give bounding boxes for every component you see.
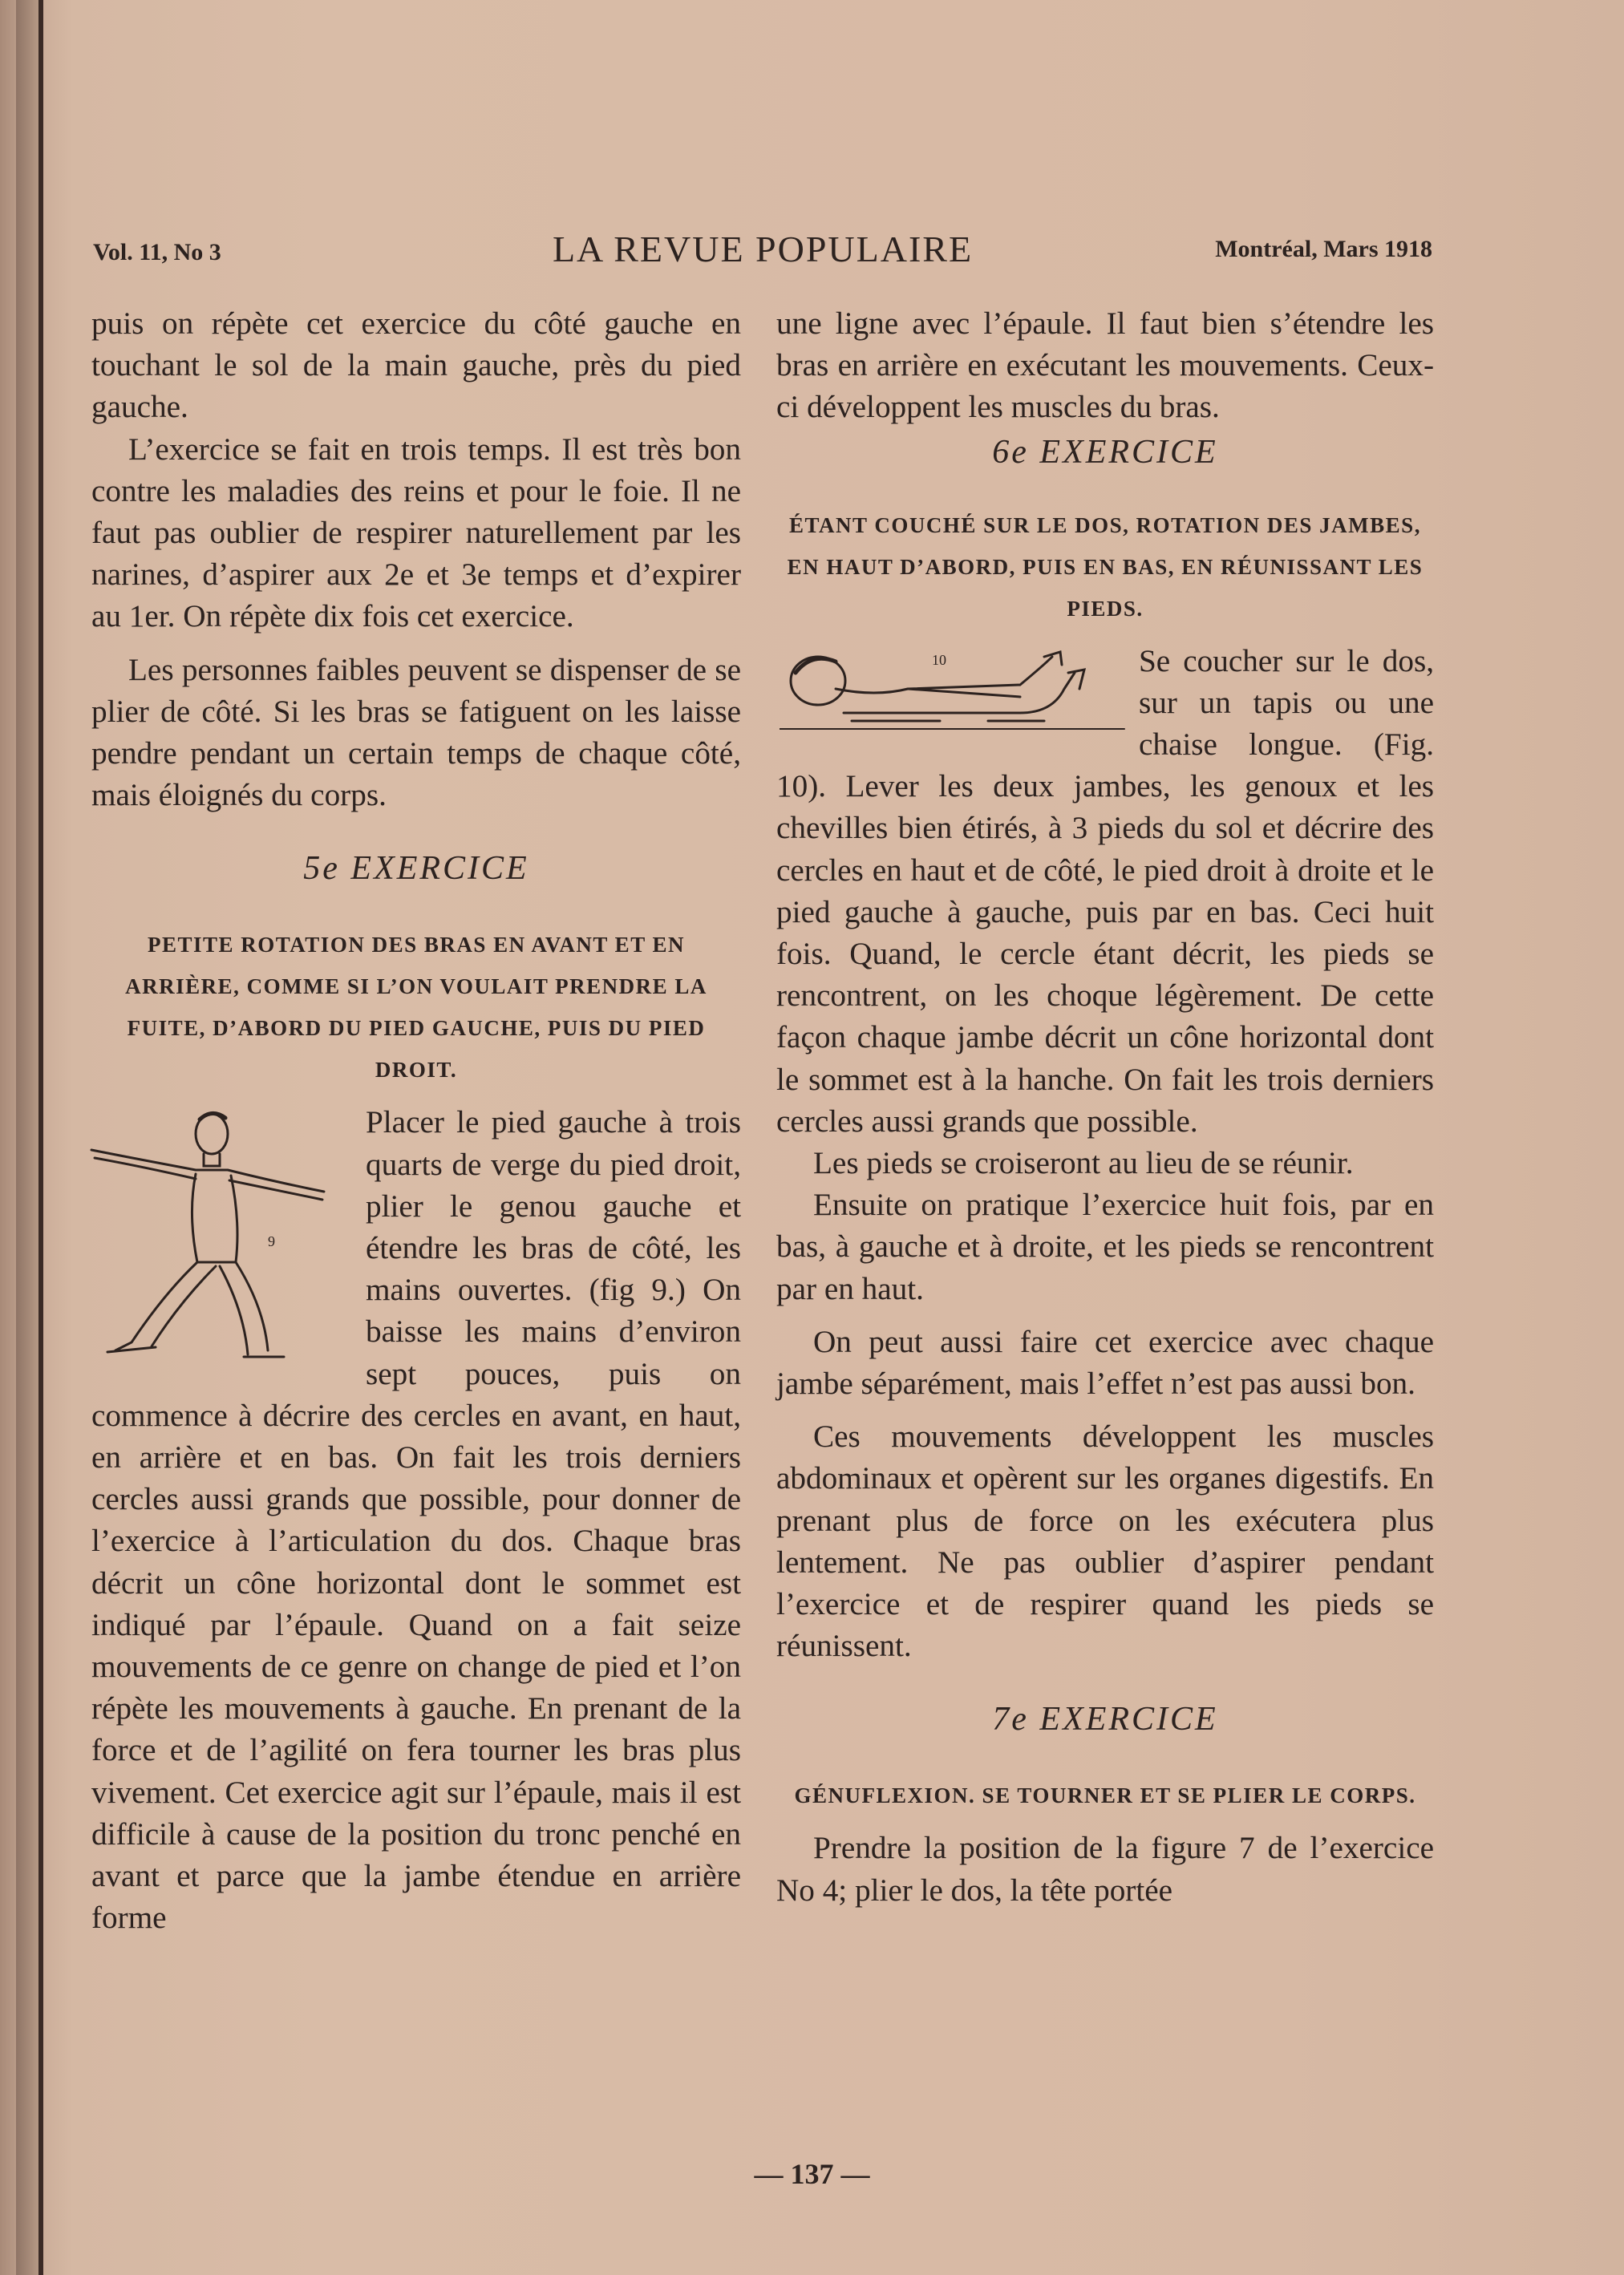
- paragraph: puis on répète cet exercice du côté gauche en touchant le sol de la main gauche, près du pied gauche.: [91, 306, 741, 425]
- standing-man-drawing: [83, 1102, 356, 1366]
- figure-torso: [192, 1174, 237, 1262]
- binding-edge: [38, 0, 43, 2275]
- figure-9-label: 9: [268, 1233, 275, 1250]
- paragraph: Placer le pied gauche à trois quarts de verge du pied droit, plier le genou gauche et étendre les bras de côté, les mains ouvertes. (fig 9.) On baisse les mains d’environ sept pouces, puis on commence à décrire des cercles en avant, en haut, en arrière et en bas. On fait les trois derniers cercles aussi grands que possible, pour donner de l’exercice à l’articulation du dos. Chaque bras décrit un cône horizontal dont le sommet est indiqué par l’épaule. Quand on a fait seize mouvements de ce genre on change de pied et l’on répète les mouvements à gauche. En prenant de la force et de l’agilité on fera tourner les bras plus vivement. Cet exercice agit sur l’épaule, mais il est difficile à cause de la position du tronc penché en avant et parce que la jambe étendue en arrière forme: [91, 1105, 741, 1936]
- figure-head: [791, 657, 845, 705]
- exercise-7-subtitle: GÉNUFLEXION. SE TOURNER ET SE PLIER LE CORPS.: [794, 1783, 1416, 1808]
- paragraph: Les pieds se croiseront au lieu de se réunir.: [813, 1146, 1354, 1181]
- figure-10-label: 10: [932, 651, 946, 668]
- left-column: [91, 303, 741, 1940]
- binding-shadow: [16, 0, 38, 2275]
- figure-arms: [91, 1150, 324, 1192]
- publication-title: LA REVUE POPULAIRE: [552, 229, 974, 269]
- exercise-6-title: 6e EXERCICE: [992, 433, 1218, 471]
- figure-right-leg: [220, 1266, 248, 1354]
- paragraph: L’exercice se fait en trois temps. Il est très bon contre les maladies des reins et pour le foie. Il ne faut pas oublier de respirer naturellement par les narines, d’aspirer aux 2e et 3e temps et d’expirer au 1er. On répète dix fois cet exercice.: [91, 431, 741, 634]
- page-number: — 137 —: [754, 2158, 870, 2190]
- exercise-5-subtitle: PETITE ROTATION DES BRAS EN AVANT ET EN ARRIÈRE, COMME SI L’ON VOULAIT PRENDRE LA FUITE, D’ABORD DU PIED GAUCHE, PUIS DU PIED DROIT.: [125, 933, 707, 1083]
- dateline: Montréal, Mars 1918: [1215, 236, 1432, 262]
- running-header: [93, 228, 1432, 276]
- exercise-5-title: 5e EXERCICE: [303, 850, 529, 888]
- paragraph: Prendre la position de la figure 7 de l’exercice No 4; plier le dos, la tête portée: [776, 1831, 1434, 1908]
- volume-number: Vol. 11, No 3: [93, 239, 221, 265]
- figure-10-illustration: [780, 641, 1131, 745]
- paragraph: Se coucher sur le dos, sur un tapis ou une chaise longue. (Fig. 10). Lever les deux jambes, les genoux et les chevilles bien étirés, à 3 pieds du sol et décrire des cercles en haut et de côté, le pied droit à droite et le pied gauche à gauche, puis par en bas. Ceci huit fois. Quand, le cercle étant décrit, les pieds se rencontrent, on les choque légèrement. De cette façon chaque jambe décrit un cône horizontal dont le sommet est à la hanche. On fait les trois derniers cercles aussi grands que possible.: [776, 643, 1434, 1139]
- exercise-6-subtitle: ÉTANT COUCHÉ SUR LE DOS, ROTATION DES JAMBES, EN HAUT D’ABORD, PUIS EN BAS, EN RÉUNISSANT LES PIEDS.: [787, 512, 1424, 621]
- paragraph: On peut aussi faire cet exercice avec chaque jambe séparément, mais l’effet n’est pas aussi bon.: [776, 1324, 1434, 1402]
- exercise-7-title: 7e EXERCICE: [992, 1701, 1218, 1739]
- paragraph: une ligne avec l’épaule. Il faut bien s’étendre les bras en arrière en exécutant les mouvements. Ceux-ci développent les muscles du bras.: [776, 306, 1434, 425]
- paragraph: Ensuite on pratique l’exercice huit fois, par en bas, à gauche et à droite, et les pieds se rencontrent par en haut.: [776, 1188, 1434, 1306]
- paragraph: Ces mouvements développent les muscles abdominaux et opèrent sur les organes digestifs. En prenant plus de force on les exécutera plus lentement. Ne pas oublier d’aspirer pendant l’exercice et de respirer quand les pieds se réunissent.: [776, 1419, 1434, 1664]
- lying-man-drawing: [780, 641, 1131, 745]
- figure-9-illustration: [83, 1102, 356, 1366]
- paragraph: Les personnes faibles peuvent se dispenser de se plier de côté. Si les bras se fatiguent on les laisse pendre pendant un certain temps de chaque côté, mais éloignés du corps.: [91, 652, 741, 813]
- right-column: [776, 303, 1434, 1912]
